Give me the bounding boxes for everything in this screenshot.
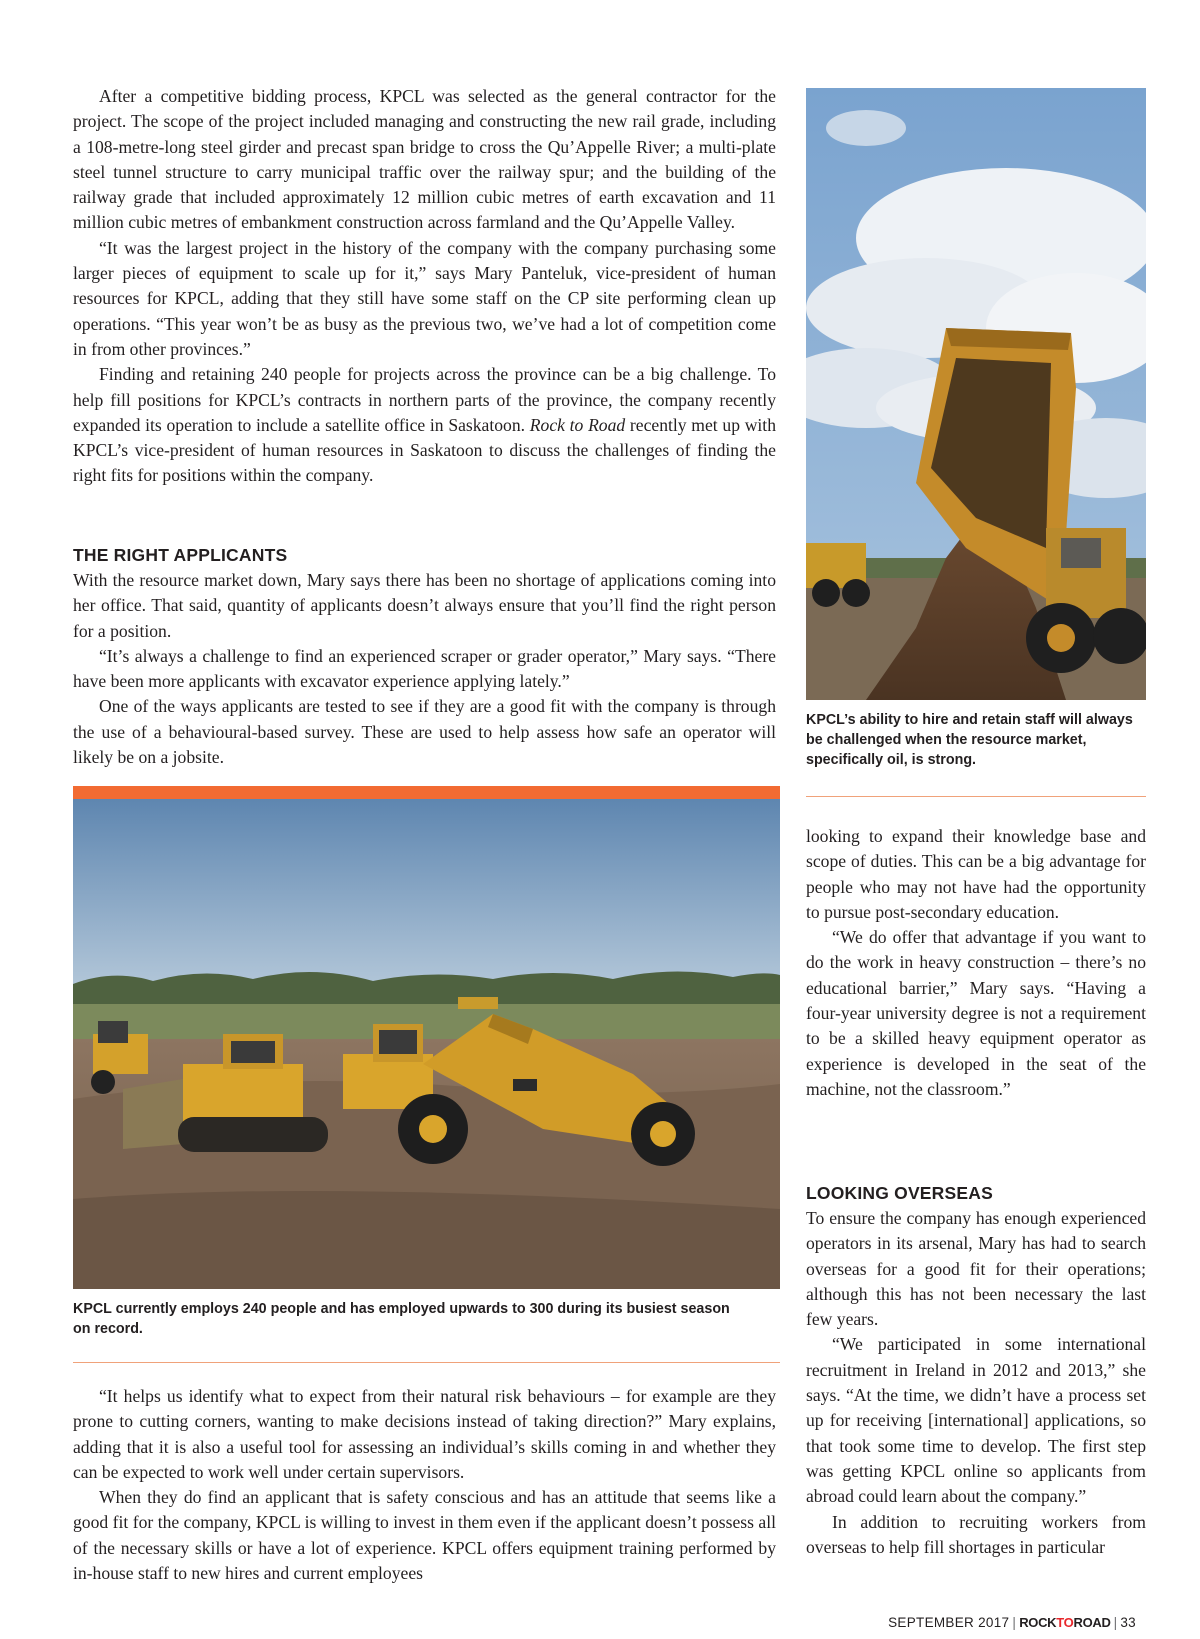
caption-divider [73,1362,780,1363]
issue-date: SEPTEMBER 2017 [888,1615,1010,1630]
section-right-applicants-body [73,568,776,770]
photo-accent-bar [73,786,780,799]
paragraph: To ensure the company has enough experienced operators in its arsenal, Mary has had to search overseas for a good fit for their operations; although this has not been necessary the last few years. [806,1208,1146,1330]
paragraph: With the resource market down, Mary says there has been no shortage of applications coming into her office. That said, quantity of applicants doesn’t always ensure that you’ll find the right person for a position. [73,570,776,641]
paragraph: One of the ways applicants are tested to see if they are a good fit with the company is through the use of a behavioural-based survey. These are used to help assess how safe an operator will likely be on a jobsite. [73,696,776,768]
heavy-equipment-illustration [73,799,780,1289]
paragraph: “We do offer that advantage if you want to do the work in heavy construction – there’s no educational barrier,” Mary says. “Having a four-year university degree is not a requirement to be a skilled heavy equipment operator as experience is developed in the seat of the machine, not the classroom.” [806,927,1146,1099]
logo-rock: ROCK [1019,1615,1057,1630]
caption-divider [806,796,1146,797]
footer-separator: | [1113,1615,1118,1630]
logo-to: TO [1056,1615,1074,1630]
article-continued-col1 [73,1384,776,1586]
paragraph: “We participated in some international recruitment in Ireland in 2012 and 2013,” she says. “At the time, we didn’t have a process set up for receiving [international] applications, so that took some time to develop. The first step was getting KPCL online so applicants from abroad could learn about the company.” [806,1334,1146,1507]
paragraph: “It was the largest project in the history of the company with the company purchasing some larger pieces of equipment to scale up for it,” says Mary Panteluk, vice-president of human resources for KPCL, adding that they still have some staff on the CP site performing clean up operations. “This year won’t be as busy as the previous two, we’ve had a lot of competition come in from other provinces.” [73,237,776,359]
page-footer [888,1615,1136,1630]
footer-separator: | [1012,1615,1017,1630]
paragraph: looking to expand their knowledge base and scope of duties. This can be a big advantage for people who may not have had the opportunity to pursue post-secondary education. [806,826,1146,922]
paragraph: In addition to recruiting workers from overseas to help fill shortages in particular [806,1511,1146,1557]
equipment-photo-caption: KPCL currently employs 240 people and has employed upwards to 300 during its busiest season on record. [73,1301,730,1337]
article-continued-col2 [806,824,1146,1102]
paragraph: Finding and retaining 240 people for projects across the province can be a big challenge. To help fill positions for KPCL’s contracts in northern parts of the province, the company recently expanded its operation to include a satellite office in Saskatoon. Rock to Road recently met up with KPCL’s vice-president of human resources in Saskatoon to discuss the challenges of finding the right fits for positions within the company. [73,364,776,486]
truck-photo-caption: KPCL’s ability to hire and retain staff will always be challenged when the resource market, specifically oil, is strong. [806,712,1133,768]
logo-road: ROAD [1073,1615,1111,1630]
page-number: 33 [1120,1615,1136,1630]
section-heading-looking-overseas: LOOKING OVERSEAS [806,1183,993,1203]
paragraph: “It’s always a challenge to find an experienced scraper or grader operator,” Mary says. “There have been more applicants with excavator experience applying lately.” [73,645,776,692]
paragraph: After a competitive bidding process, KPCL was selected as the general contractor for the project. The scope of the project included managing and constructing the new rail grade, including a 108-metre-long steel girder and precast span bridge to cross the Qu’Appelle River; a multi-plate steel tunnel structure to carry municipal traffic over the railway spur; and the building of the railway grade that included approximately 12 million cubic metres of earth excavation and 11 million cubic metres of embankment construction across farmland and the Qu’Appelle Valley. [73,86,776,233]
article-intro [73,84,776,489]
heavy-equipment-photo [73,799,780,1289]
dump-truck-photo [806,88,1146,700]
paragraph: When they do find an applicant that is safety conscious and has an attitude that seems like a good fit for the company, KPCL is willing to invest in them even if the applicant doesn’t possess all of the necessary skills or have a lot of experience. KPCL offers equipment training performed by in-house staff to new hires and current employees [73,1487,776,1584]
dump-truck-illustration [806,88,1146,700]
paragraph: “It helps us identify what to expect from their natural risk behaviours – for example are they prone to cutting corners, wanting to make decisions instead of taking direction?” Mary explains, adding that it is also a useful tool for assessing an individual’s skills coming in and whether they can be expected to work well under certain supervisors. [73,1386,776,1482]
magazine-logo [1019,1615,1110,1630]
section-heading-right-applicants: THE RIGHT APPLICANTS [73,545,288,565]
section-looking-overseas-body [806,1206,1146,1560]
